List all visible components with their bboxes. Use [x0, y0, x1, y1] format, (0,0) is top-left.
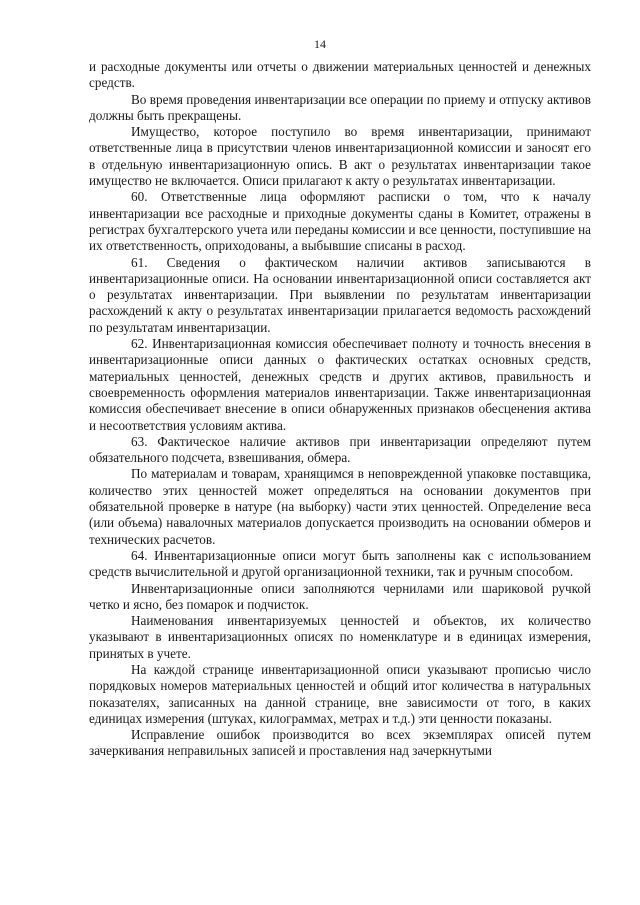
paragraph-packaged-goods: По материалам и товарам, хранящимся в неповрежденной упаковке поставщика, количество этих ценностей может определяться на основании документов при обязательной проверке в натуре (на выборку) части этих ценностей. Определение веса (или объема) навалочных материалов допускается производить на основании обмеров и технических расчетов.	[89, 466, 591, 547]
document-body	[89, 59, 591, 760]
page-number: 14	[314, 37, 326, 51]
paragraph-item-61: 61. Сведения о фактическом наличии активов записываются в инвентаризационные описи. На основании инвентаризационной описи составляется акт о результатах инвентаризации. При выявлении по результатам инвентаризации расхождений к акту о результатах инвентаризации прилагается ведомость расхождений по результатам инвентаризации.	[89, 254, 591, 335]
paragraph-continuation: и расходные документы или отчеты о движении материальных ценностей и денежных средств.	[89, 59, 591, 91]
paragraph-property-received: Имущество, которое поступило во время инвентаризации, принимают ответственные лица в присутствии членов инвентаризационной комиссии и заносят его в отдельную инвентаризационную опись. В акт о результатах инвентаризации такое имущество не включается. Описи прилагают к акту о результатах инвентаризации.	[89, 124, 591, 189]
paragraph-item-62: 62. Инвентаризационная комиссия обеспечивает полноту и точность внесения в инвентаризационные описи данных о фактических остатках основных средств, материальных ценностей, денежных средств и других активов, правильность и своевременность оформления материалов инвентаризации. Также инвентаризационная комиссия обеспечивает внесение в описи обнаруженных признаков обесценения актива и несоответствия условиям актива.	[89, 336, 591, 433]
paragraph-item-64: 64. Инвентаризационные описи могут быть заполнены как с использованием средств вычислительной и другой организационной техники, так и ручным способом.	[89, 547, 591, 580]
paragraph-ink-filling: Инвентаризационные описи заполняются чернилами или шариковой ручкой четко и ясно, без помарок и подчисток.	[89, 580, 591, 612]
paragraph-item-63: 63. Фактическое наличие активов при инвентаризации определяют путем обязательного подсчета, взвешивания, обмера.	[89, 433, 591, 466]
paragraph-item-names: Наименования инвентаризуемых ценностей и объектов, их количество указывают в инвентаризационных описях по номенклатуре и в единицах измерения, принятых в учете.	[89, 613, 591, 661]
paragraph-error-correction: Исправление ошибок производится во всех экземплярах описей путем зачеркивания неправильных записей и проставления над зачеркнутыми	[89, 727, 591, 759]
paragraph-operations-suspended: Во время проведения инвентаризации все операции по приему и отпуску активов должны быть прекращены.	[89, 91, 591, 123]
paragraph-item-60: 60. Ответственные лица оформляют расписки о том, что к началу инвентаризации все расходные и приходные документы сданы в Комитет, отражены в регистрах бухгалтерского учета или переданы комиссии и все ценности, поступившие на их ответственность, оприходованы, а выбывшие списаны в расход.	[89, 189, 591, 254]
paragraph-page-totals: На каждой странице инвентаризационной описи указывают прописью число порядковых номеров материальных ценностей и общий итог количества в натуральных показателях, записанных на данной странице, вне зависимости от того, в каких единицах измерения (штуках, килограммах, метрах и т.д.) эти ценности показаны.	[89, 661, 591, 726]
